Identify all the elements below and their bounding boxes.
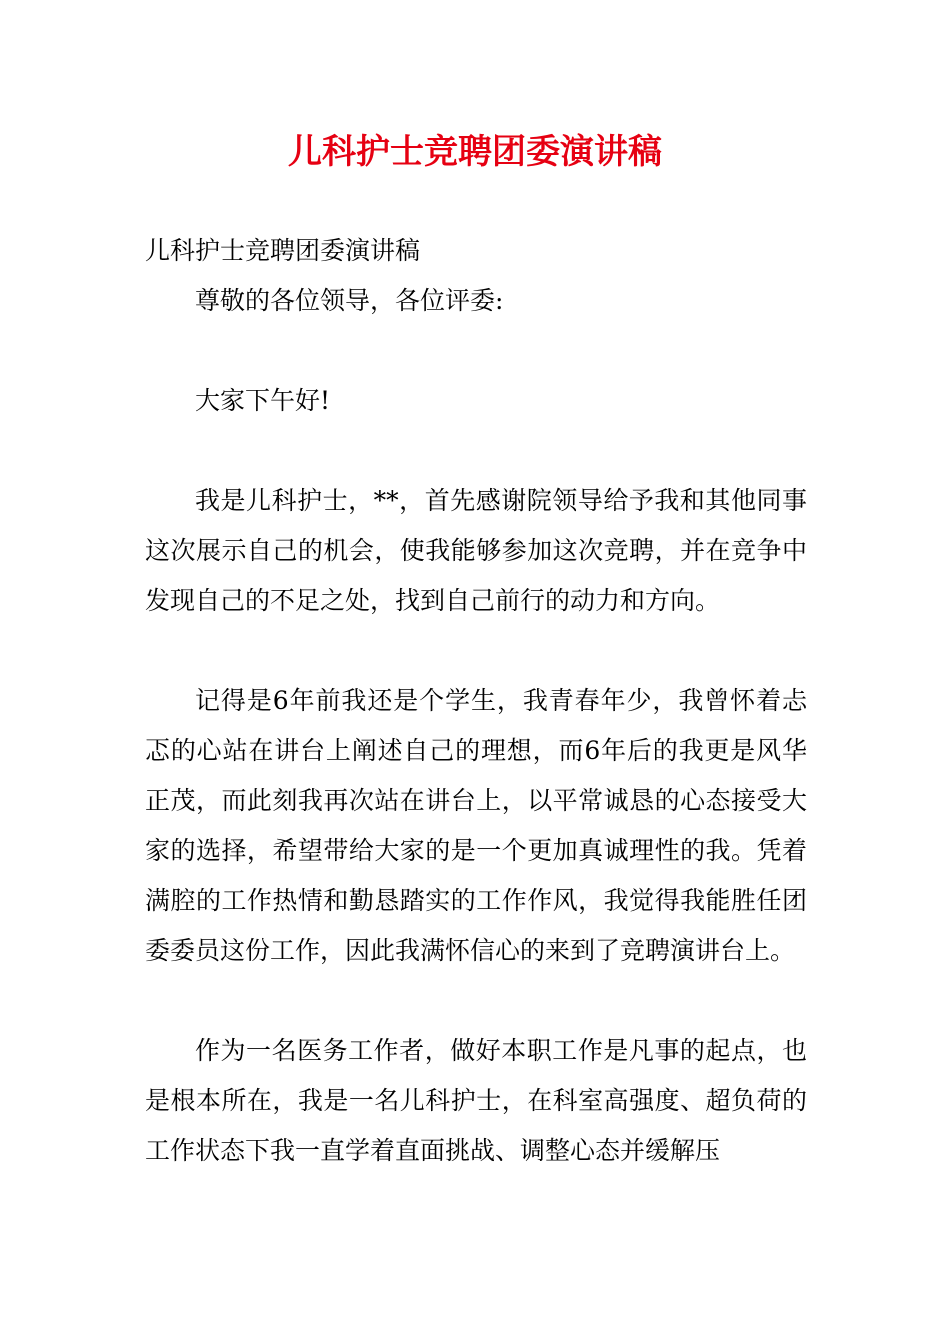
paragraph-gap xyxy=(145,626,807,676)
paragraph-gap xyxy=(145,976,807,1026)
document-subtitle: 儿科护士竞聘团委演讲稿 xyxy=(145,236,421,265)
paragraph-gap xyxy=(145,326,807,376)
document-title: 儿科护士竞聘团委演讲稿 xyxy=(288,132,662,172)
greeting-paragraph: 大家下午好! xyxy=(195,386,331,415)
body-paragraph-work: 作为一名医务工作者，做好本职工作是凡事的起点，也是根本所在，我是一名儿科护士，在科室高强度、超负荷的工作状态下我一直学着直面挑战、调整心态并缓解压 xyxy=(145,1036,807,1165)
document-body xyxy=(145,226,807,1176)
body-paragraph-intro: 我是儿科护士，**，首先感谢院领导给予我和其他同事这次展示自己的机会，使我能够参加这次竞聘，并在竞争中发现自己的不足之处，找到自己前行的动力和方向。 xyxy=(145,486,807,615)
paragraph-gap xyxy=(145,426,807,476)
body-paragraph-memory: 记得是6年前我还是个学生，我青春年少，我曾怀着忐忑的心站在讲台上阐述自己的理想，而6年后的我更是风华正茂，而此刻我再次站在讲台上，以平常诚恳的心态接受大家的选择，希望带给大家的是一个更加真诚理性的我。凭着满腔的工作热情和勤恳踏实的工作作风，我觉得我能胜任团委委员这份工作，因此我满怀信心的来到了竞聘演讲台上。 xyxy=(145,686,807,965)
salutation-paragraph: 尊敬的各位领导，各位评委: xyxy=(195,286,504,315)
